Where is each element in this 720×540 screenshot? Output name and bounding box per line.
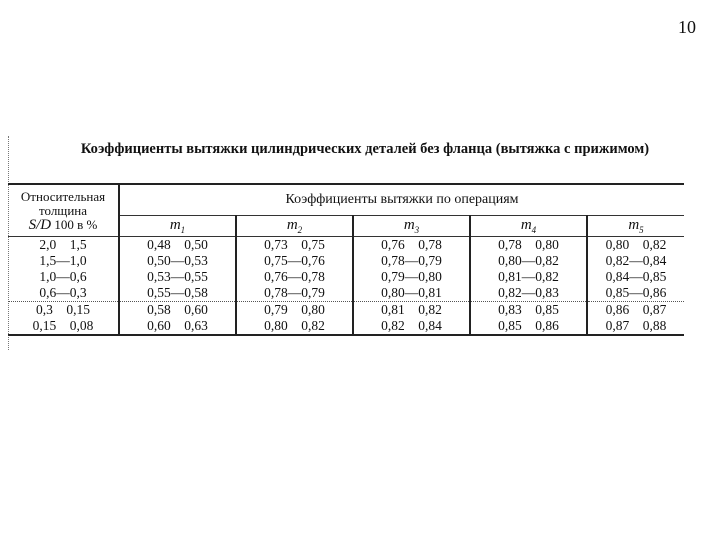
table-caption: Коэффициенты вытяжки цилиндрических деталей без фланца (вытяжка с прижимом) xyxy=(80,141,650,157)
coefficient-cell: 0,80—0,82 xyxy=(470,253,587,269)
thickness-unit: 100 в % xyxy=(54,216,98,232)
coefficient-cell: 0,87 0,88 xyxy=(587,318,684,335)
operation-symbol: m xyxy=(403,217,415,233)
thickness-cell: 0,15 0,08 xyxy=(8,318,119,335)
coefficient-cell: 0,76—0,78 xyxy=(236,269,353,285)
operation-index: 5 xyxy=(639,225,644,235)
thickness-header-line2: толщина xyxy=(38,202,88,218)
coefficient-cell: 0,80 0,82 xyxy=(605,237,667,252)
coefficient-cell: 0,79—0,80 xyxy=(353,269,470,285)
coefficient-cell: 0,85 0,86 xyxy=(470,318,587,335)
operation-header-3 xyxy=(353,216,470,237)
operation-header-2 xyxy=(236,216,353,237)
thickness-cell: 1,0—0,6 xyxy=(8,269,119,285)
thickness-header xyxy=(8,184,119,237)
operation-symbol: m xyxy=(169,217,181,233)
coefficient-cell: 0,60 0,63 xyxy=(119,318,236,335)
drawing-coefficients-table xyxy=(8,183,684,336)
coefficient-cell: 0,78 0,80 xyxy=(470,237,587,254)
coefficient-cell: 0,82—0,84 xyxy=(605,253,667,268)
coefficient-cell: 0,78—0,79 xyxy=(236,285,353,302)
operation-header-5 xyxy=(587,216,684,237)
coefficient-cell: 0,76 0,78 xyxy=(353,237,470,254)
operation-header-4 xyxy=(470,216,587,237)
table-row xyxy=(8,269,684,285)
operation-symbol: m xyxy=(520,217,532,233)
coefficient-cell: 0,84—0,85 xyxy=(605,269,667,284)
operation-symbol: m xyxy=(628,217,640,233)
coefficient-cell: 0,73 0,75 xyxy=(236,237,353,254)
coefficient-cell: 0,82 0,84 xyxy=(353,318,470,335)
coefficient-cell: 0,85—0,86 xyxy=(587,285,684,302)
coefficient-cell: 0,48 0,50 xyxy=(119,237,236,254)
coefficient-cell: 0,50—0,53 xyxy=(119,253,236,269)
operations-group-header: Коэффициенты вытяжки по операциям xyxy=(119,184,684,216)
coefficient-cell: 0,78—0,79 xyxy=(353,253,470,269)
table-body xyxy=(8,237,684,336)
thickness-cell: 0,3 0,15 xyxy=(8,302,119,319)
table-row xyxy=(8,318,684,335)
coefficient-cell: 0,58 0,60 xyxy=(119,302,236,319)
coefficient-cell: 0,79 0,80 xyxy=(236,302,353,319)
table-row xyxy=(8,237,684,254)
operation-symbol: m xyxy=(286,217,298,233)
thickness-ratio: S/D xyxy=(28,216,52,233)
table-row xyxy=(8,302,684,319)
thickness-cell: 1,5—1,0 xyxy=(8,253,119,269)
coefficient-cell: 0,82—0,83 xyxy=(470,285,587,302)
operation-index: 4 xyxy=(531,225,537,235)
coefficient-cell: 0,80—0,81 xyxy=(353,285,470,302)
coefficient-cell: 0,80 0,82 xyxy=(236,318,353,335)
operation-index: 2 xyxy=(297,225,303,235)
coefficient-cell: 0,83 0,85 xyxy=(470,302,587,319)
table-row xyxy=(8,285,684,302)
operation-index: 3 xyxy=(414,225,420,235)
page-number: 10 xyxy=(678,17,696,37)
coefficient-cell: 0,81—0,82 xyxy=(470,269,587,285)
thickness-cell: 2,0 1,5 xyxy=(8,237,119,254)
operation-header-1 xyxy=(119,216,236,237)
operation-index: 1 xyxy=(180,225,186,235)
coefficient-cell: 0,81 0,82 xyxy=(353,302,470,319)
table-row xyxy=(8,253,684,269)
thickness-header-formula xyxy=(8,218,118,232)
coefficient-cell: 0,86 0,87 xyxy=(605,302,667,317)
thickness-header-line1: Относительная xyxy=(20,188,106,204)
coefficient-cell: 0,75—0,76 xyxy=(236,253,353,269)
thickness-cell: 0,6—0,3 xyxy=(8,285,119,302)
coefficient-cell: 0,55—0,58 xyxy=(119,285,236,302)
coefficient-cell: 0,53—0,55 xyxy=(119,269,236,285)
